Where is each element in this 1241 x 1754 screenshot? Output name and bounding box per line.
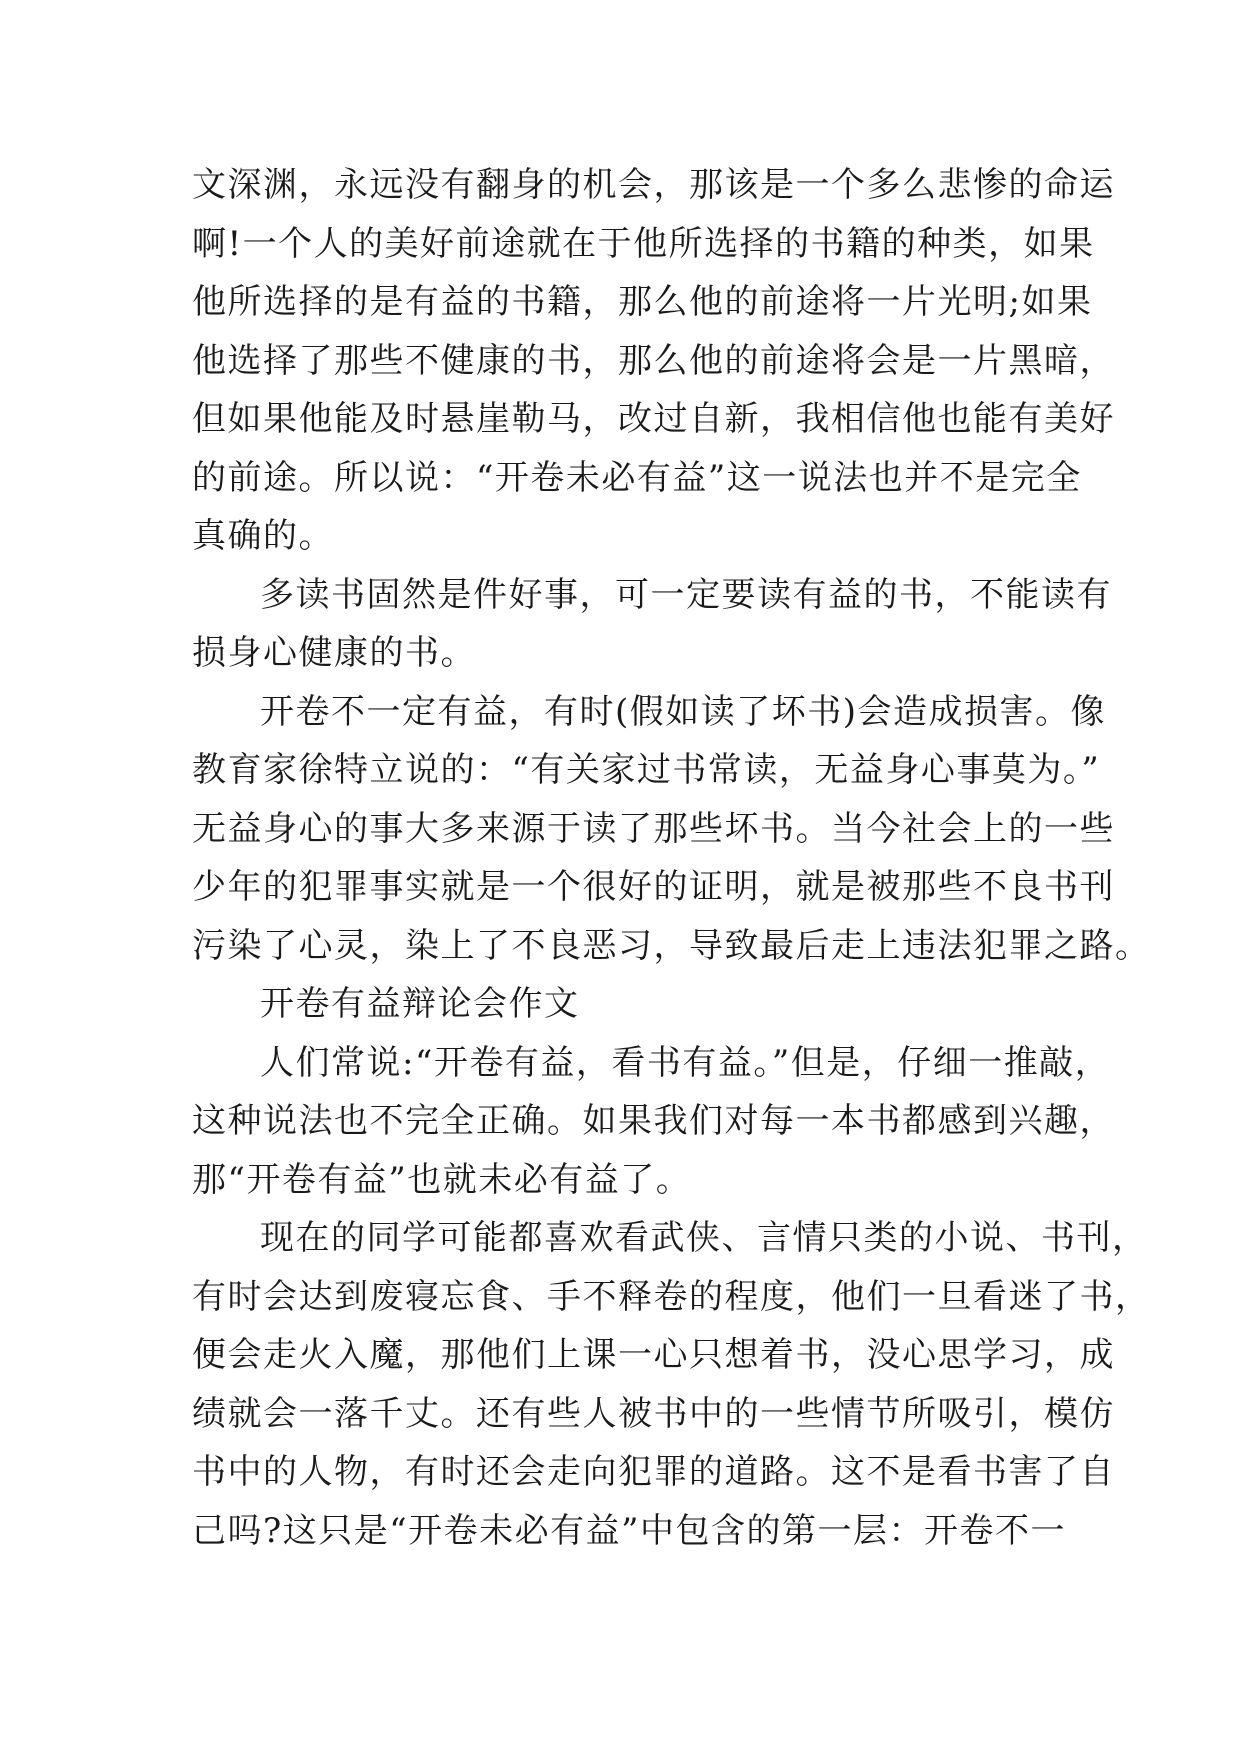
- text-line: 这种说法也不完全正确。如果我们对每一本书都感到兴趣，: [192, 1101, 1115, 1141]
- text-line: 现在的同学可能都喜欢看武侠、言情只类的小说、书刊，: [260, 1218, 1148, 1258]
- text-line: 无益身心的事大多来源于读了那些坏书。当今社会上的一些: [192, 808, 1115, 849]
- text-line: 损身心健康的书。: [192, 633, 476, 673]
- text-line: 教育家徐特立说的：“有关家过书常读，无益身心事莫为。”: [192, 750, 1101, 790]
- text-line: 己吗?这只是“开卷未必有益”中包含的第一层：开卷不一: [192, 1510, 1066, 1551]
- text-line: 那“开卷有益”也就未必有益了。: [192, 1159, 692, 1200]
- text-line: 他所选择的是有益的书籍，那么他的前途将一片光明;如果: [192, 282, 1093, 322]
- text-line: 但如果他能及时悬崖勒马，改过自新，我相信他也能有美好: [192, 399, 1115, 439]
- text-line: 多读书固然是件好事，可一定要读有益的书，不能读有: [260, 574, 1112, 615]
- text-line: 书中的人物，有时还会走向犯罪的道路。这不是看书害了自: [192, 1452, 1115, 1492]
- text-line: 他选择了那些不健康的书，那么他的前途将会是一片黑暗，: [192, 340, 1115, 381]
- text-line: 人们常说:“开卷有益，看书有益。”但是，仔细一推敲，: [260, 1042, 1111, 1083]
- text-line: 文深渊，永远没有翻身的机会，那该是一个多么悲惨的命运: [192, 165, 1115, 205]
- text-line: 开卷不一定有益，有时(假如读了坏书)会造成损害。像: [260, 691, 1107, 732]
- text-line: 绩就会一落千丈。还有些人被书中的一些情节所吸引，模仿: [192, 1393, 1115, 1434]
- document-body: [192, 156, 1151, 1560]
- text-line: 污染了心灵，染上了不良恶习，导致最后走上违法犯罪之路。: [192, 925, 1151, 966]
- text-line: 便会走火入魔，那他们上课一心只想着书，没心思学习，成: [192, 1335, 1115, 1375]
- text-line: 真确的。: [192, 516, 334, 556]
- text-line: 啊!一个人的美好前途就在于他所选择的书籍的种类，如果: [192, 223, 1095, 264]
- section-title: 开卷有益辩论会作文: [260, 984, 580, 1024]
- text-line: 的前途。所以说：“开卷未必有益”这一说法也并不是完全: [192, 457, 1082, 498]
- text-line: 少年的犯罪事实就是一个很好的证明，就是被那些不良书刊: [192, 867, 1115, 907]
- text-line: 有时会达到废寝忘食、手不释卷的程度，他们一旦看迷了书，: [192, 1276, 1151, 1317]
